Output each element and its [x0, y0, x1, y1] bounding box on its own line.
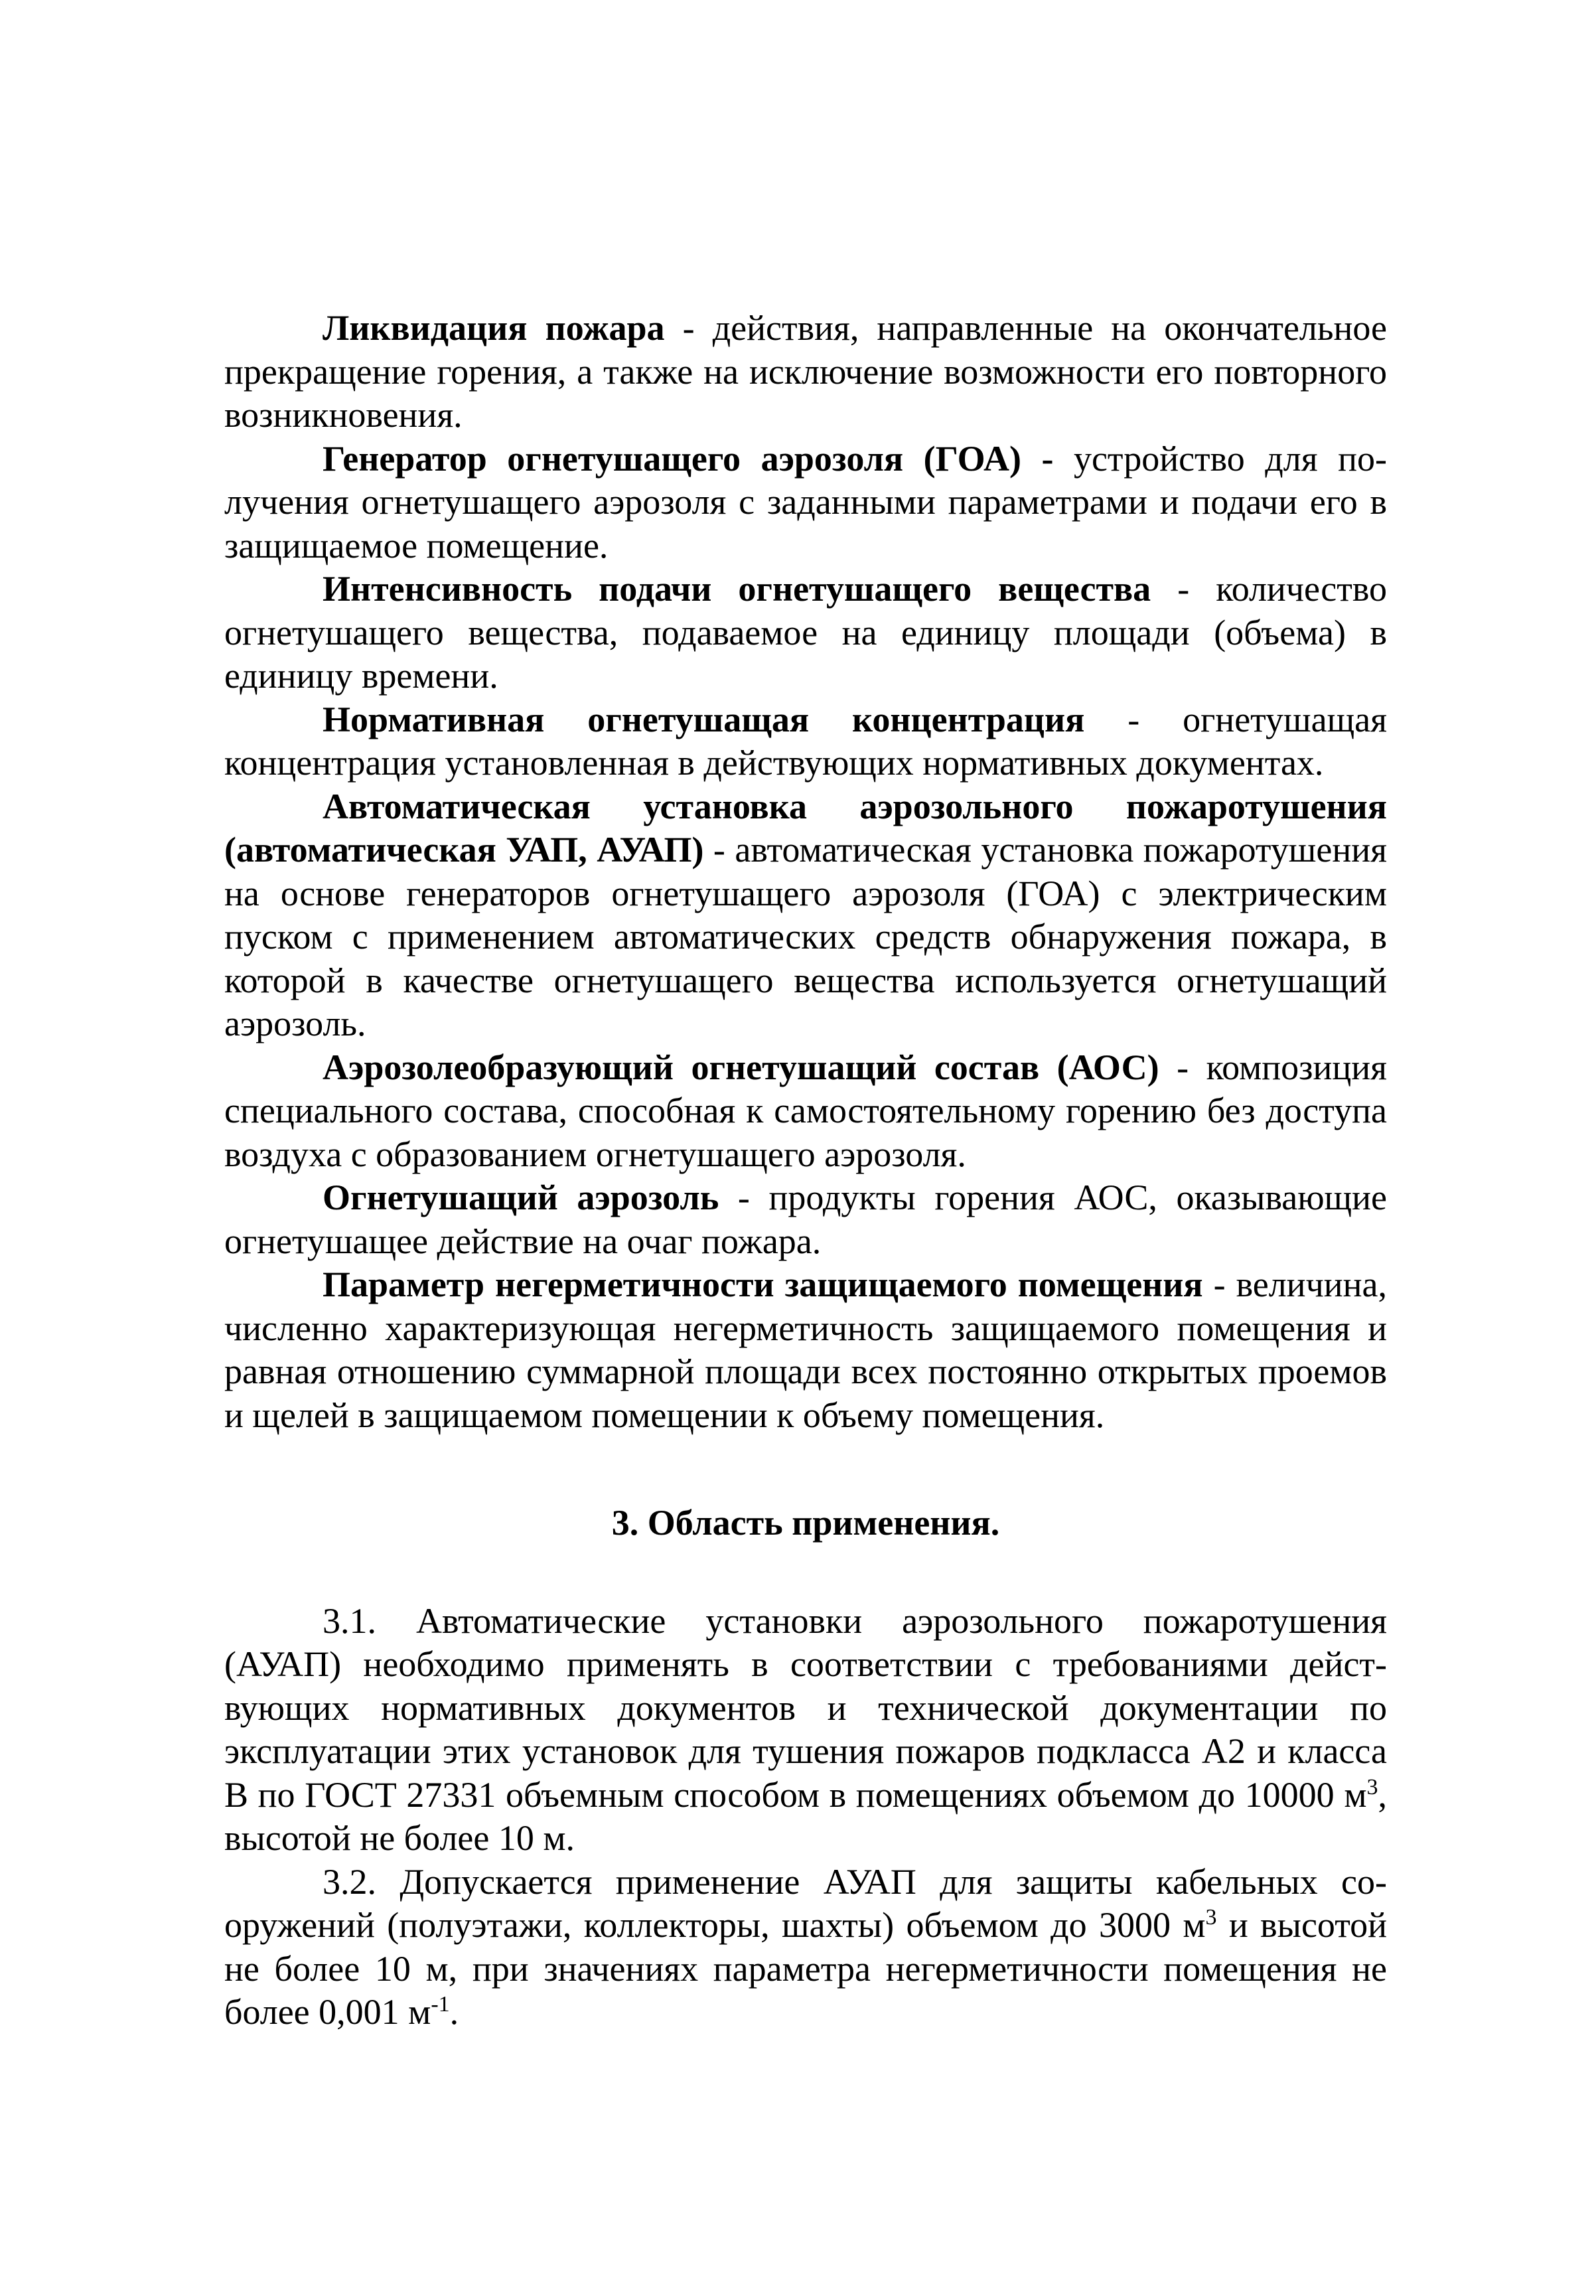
definition-term: Генератор огнетушащего аэрозоля (ГОА) - — [323, 438, 1054, 479]
definition-term: Параметр негерметичности защищаемого помещения — [323, 1264, 1203, 1304]
document-page — [224, 307, 1387, 2034]
clause-text: 3.2. Допускается применение АУАП для защиты кабельных сооружений (полуэтажи, коллекторы, шахты) объемом до 3000 м — [224, 1861, 1387, 1945]
clause-text: , высотой не более 10 м. — [224, 1774, 1387, 1858]
definition-auap — [224, 785, 1387, 1046]
definition-text: - действия, направленные на окончательное прекращение горения, а также на исключение возможности его повторного возникновения. — [224, 308, 1388, 435]
definition-text: устройство для получения огнетушащего аэрозоля с заданными параметрами и подачи его в защищаемое помещение. — [224, 438, 1387, 566]
clause-text: и высотой не более 10 м, при значениях параметра негерметичности помещения не более 0,001 м — [224, 1905, 1388, 2032]
superscript: -1 — [431, 1992, 450, 2017]
definition-term: Огнетушащий аэрозоль — [323, 1178, 719, 1217]
definition-term: Интенсивность подачи огнетушащего вещества — [323, 569, 1151, 609]
definition-generator — [224, 437, 1387, 568]
clause-3-1 — [224, 1600, 1387, 1861]
definition-term: Аэрозолеобразующий огнетушащий состав (АОС) — [323, 1047, 1159, 1087]
clause-3-2 — [224, 1861, 1387, 2034]
definition-text: - композиция специального состава, способная к самостоятельному горению без доступа воздуха с образованием огнетушащего аэрозоля. — [224, 1047, 1387, 1174]
clause-text: . — [449, 1992, 459, 2032]
definition-liquidation — [224, 307, 1387, 437]
definition-text: - автоматическая установка пожаротушения на основе генераторов огнетушащего аэрозоля (ГОА) с электрическим пуском с применением автоматических средств обнаружения пожара, в которой в качестве огнетушащего вещества используется огнетушащий аэрозоль. — [224, 830, 1387, 1043]
section-heading: 3. Область применения. — [611, 1503, 1000, 1543]
definition-term: Автоматическая установка аэрозольного пожаротушения (автоматическая УАП, АУАП) — [224, 786, 1387, 870]
superscript: 3 — [1366, 1774, 1378, 1799]
definition-text: - количество огнетушащего вещества, подаваемое на единицу площади (объема) в единицу времени. — [224, 569, 1387, 696]
definition-intensity — [224, 568, 1387, 698]
definition-term: Нормативная огнетушащая концентрация — [323, 699, 1085, 739]
definition-text: - продукты горения АОС, оказывающие огнетушащее действие на очаг пожара. — [224, 1178, 1387, 1261]
definition-aos — [224, 1046, 1387, 1177]
superscript: 3 — [1205, 1905, 1217, 1930]
definition-leakage-parameter — [224, 1263, 1387, 1437]
definition-term: Ликвидация пожара — [323, 308, 665, 348]
definition-concentration — [224, 698, 1387, 785]
clause-text: 3.1. Автоматические установки аэрозольного пожаротушения (АУАП) необходимо применять в соответствии с требованиями действующих нормативных документов и технической документации по эксплуатации этих установок для тушения пожаров подкласса А2 и класса В по ГОСТ 27331 объемным способом в помещениях объемом до 10000 м — [224, 1600, 1387, 1815]
definition-aerosol — [224, 1176, 1387, 1263]
definition-text: - величина, численно характеризующая негерметичность защищаемого помещения и равная отношению суммарной площади всех постоянно открытых проемов и щелей в защищаемом помещении к объему помещения. — [224, 1264, 1387, 1435]
definition-text: - огнетушащая концентрация установленная в действующих нормативных документах. — [224, 699, 1387, 783]
